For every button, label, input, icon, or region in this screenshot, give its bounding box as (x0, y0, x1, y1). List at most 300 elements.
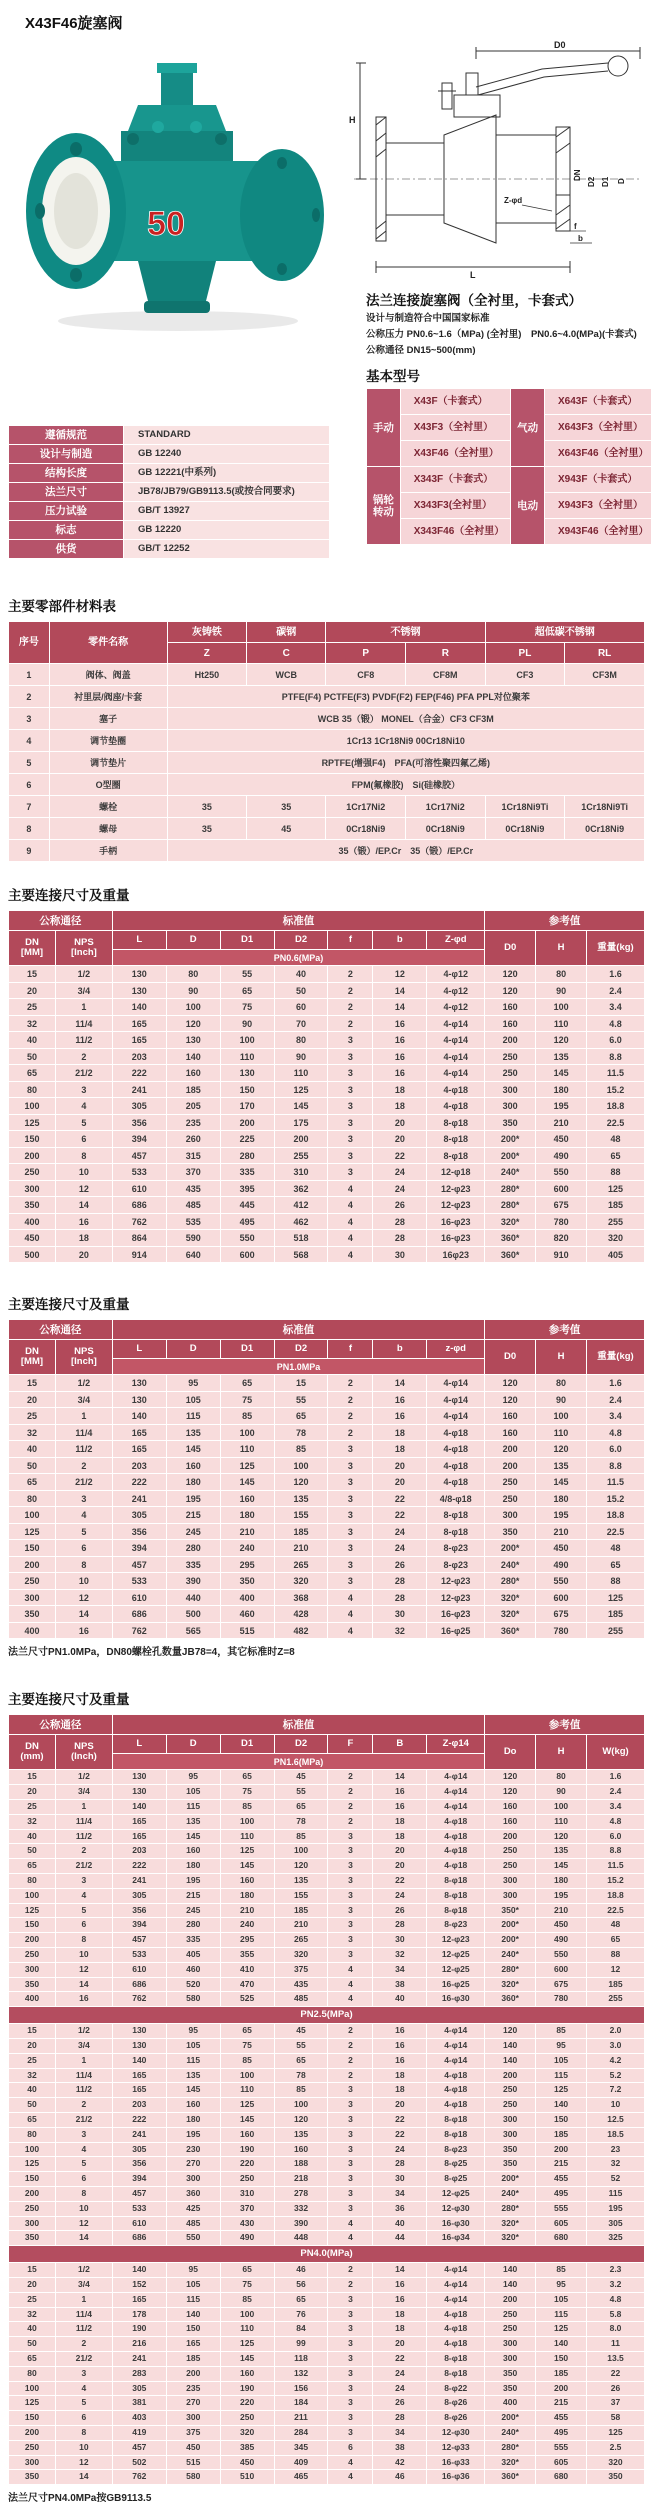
dim-cell: 4-φ18 (427, 1441, 484, 1457)
dim-cell: 580 (167, 2470, 220, 2484)
dim-cell: 18 (373, 2308, 426, 2322)
dim-cell: 3 (328, 1540, 372, 1556)
dim-cell: 1 (56, 1408, 112, 1424)
dim-cell: 75 (221, 1392, 274, 1408)
dim-cell: 4 (56, 2143, 112, 2157)
dim-cell: 140 (485, 2054, 535, 2068)
dim-cell: 360* (485, 1992, 535, 2006)
dim-cell: 280* (485, 2441, 535, 2455)
dim-cell: 195 (167, 1491, 220, 1507)
dim-cell: 2 (328, 983, 372, 999)
dim-data-row (9, 1933, 644, 1947)
dim-cell: 360* (485, 1623, 535, 1639)
spec-value-cell: GB 12221(中系列) (124, 464, 329, 482)
dim-cell: 4-φ18 (427, 1458, 484, 1474)
dim-cell: 230 (167, 2143, 220, 2157)
dim-cell: 4-φ18 (427, 1815, 484, 1829)
dim-cell: 280* (485, 1181, 535, 1197)
dim-cell: 4-φ18 (427, 2098, 484, 2112)
dim-cell: 135 (536, 1458, 586, 1474)
dim-cell: 40 (9, 2322, 55, 2336)
material-no-cell: 8 (9, 818, 49, 839)
dim-cell: 28 (373, 1573, 426, 1589)
dim-cell: 216 (113, 2337, 166, 2351)
dim-cell: 150 (9, 1540, 55, 1556)
dim-cell: 190 (221, 2382, 274, 2396)
dim-cell: 350 (485, 2143, 535, 2157)
dim-cell: 375 (167, 2426, 220, 2440)
dim-cell: 178 (113, 2308, 166, 2322)
dim-cell: 85 (275, 2083, 328, 2097)
dim-cell: 4 (328, 2456, 372, 2470)
dim-cell: 65 (275, 1800, 328, 1814)
model-item-cell: X43F46（全衬里） (401, 441, 511, 466)
dim-cell: 140 (113, 999, 166, 1015)
dim-cell: 355 (221, 1948, 274, 1962)
dim-cell: 3 (328, 2396, 372, 2410)
dim-cell: 5 (56, 1904, 112, 1918)
dim-cell: 300 (167, 2411, 220, 2425)
dim-cell: 140 (113, 1800, 166, 1814)
dim-cell: 320* (485, 1978, 535, 1992)
dim-cell: 4-φ18 (427, 1474, 484, 1490)
dim-cell: 22 (373, 1491, 426, 1507)
dim-cell: 8.8 (587, 1844, 644, 1858)
dim-cell: 356 (113, 2157, 166, 2171)
dim-cell: 300 (485, 2113, 535, 2127)
material-span-cell: 35（锻）/EP.Cr 35（锻）/EP.Cr (168, 840, 644, 861)
dim-cell: 18.5 (587, 2128, 644, 2142)
dim-cell: 200* (485, 1918, 535, 1932)
dim-cell: 210 (221, 1524, 274, 1540)
dim-data-row (9, 1540, 644, 1556)
dim-cell: 165 (167, 2337, 220, 2351)
spec-row (9, 464, 329, 482)
dim-cell: 115 (167, 2293, 220, 2307)
dim-cell: 135 (167, 2069, 220, 2083)
dim-cell: 155 (275, 1889, 328, 1903)
col-header: W(kg) (587, 1735, 644, 1769)
dim-cell: 1 (56, 2293, 112, 2307)
dim-data-row (9, 2128, 644, 2142)
dim-cell: 65 (221, 2024, 274, 2038)
dim-cell: 200 (485, 2293, 535, 2307)
dim-cell: 278 (275, 2187, 328, 2201)
valve-body-bottom (138, 261, 216, 301)
dim-cell: 80 (9, 2367, 55, 2381)
dim-cell: 65 (587, 1933, 644, 1947)
dim-cell: 450 (9, 1230, 55, 1246)
dim-cell: 320* (485, 1214, 535, 1230)
dim-data-row (9, 2382, 644, 2396)
dim-cell: 135 (275, 1491, 328, 1507)
dim-cell: 160 (485, 1016, 535, 1032)
dim-cell: 150 (9, 1131, 55, 1147)
dim-cell: 2 (328, 2069, 372, 2083)
valve-bonnet (128, 105, 226, 131)
dim-cell: 11/4 (56, 1815, 112, 1829)
dim-cell: 24 (373, 1889, 426, 1903)
dim-cell: 200 (485, 1032, 535, 1048)
dim-cell: 300 (167, 2172, 220, 2186)
dim-col-row (9, 931, 644, 949)
dim-cell: 4 (328, 1247, 372, 1263)
dim-cell: 250 (9, 1164, 55, 1180)
dim-cell: 533 (113, 1164, 166, 1180)
dim-cell: 2 (328, 999, 372, 1015)
dim-cell: 90 (275, 1049, 328, 1065)
dim-data-row (9, 1181, 644, 1197)
dim-cell: 95 (167, 1375, 220, 1391)
dim-cell: 88 (587, 1573, 644, 1589)
drawing-gland-bolt (442, 83, 452, 109)
dim-cell: 56 (275, 2278, 328, 2292)
dim-cell: 140 (485, 2278, 535, 2292)
dim-cell: 457 (113, 1557, 166, 1573)
dim-data-row (9, 2039, 644, 2053)
dim-cell: 241 (113, 2352, 166, 2366)
dim-cell: 11/2 (56, 1441, 112, 1457)
dim-cell: 460 (221, 1606, 274, 1622)
dim-cell: 12-φ23 (427, 1573, 484, 1589)
dim-cell: 3 (328, 1065, 372, 1081)
group-header-ref: 参考值 (485, 1715, 644, 1734)
dim-cell: 22.5 (587, 1904, 644, 1918)
dim-cell: 95 (536, 2278, 586, 2292)
intro-line-3: 公称通径 DN15~500(mm) (366, 344, 476, 356)
dim-cell: 250 (485, 1859, 535, 1873)
dim-cell: 430 (221, 2217, 274, 2231)
dim-data-row (9, 1032, 644, 1048)
dim-cell: 130 (113, 1770, 166, 1784)
dim-cell: 8 (56, 1148, 112, 1164)
dim-cell: 8-φ18 (427, 2367, 484, 2381)
material-no-cell: 9 (9, 840, 49, 861)
dim-header (9, 1715, 644, 1769)
dim-cell: 16 (373, 1016, 426, 1032)
col-header: Do (485, 1735, 535, 1769)
dim-cell: 350 (9, 1606, 55, 1622)
dim-cell: 350 (587, 2470, 644, 2484)
dim-cell: 16 (56, 1992, 112, 2006)
dim-cell: 110 (221, 2083, 274, 2097)
dim-cell: 16 (373, 1785, 426, 1799)
dim-cell: 600 (536, 1590, 586, 1606)
dim-cell: 440 (167, 1590, 220, 1606)
dim-cell: 26 (373, 1904, 426, 1918)
dim-cell: 280 (221, 1148, 274, 1164)
dim-cell: 120 (536, 1441, 586, 1457)
bolt-icon (215, 133, 227, 145)
materials-row (9, 730, 644, 751)
dim-cell: 16-φ23 (427, 1230, 484, 1246)
flange-hole-icon (277, 157, 287, 169)
dim-cell: 7.2 (587, 2083, 644, 2097)
dim-cell: 390 (275, 2217, 328, 2231)
dim-cell: 4-φ18 (427, 2308, 484, 2322)
dim-cell: 24 (373, 1524, 426, 1540)
dim-cell: 14 (56, 1606, 112, 1622)
dim-cell: 22.5 (587, 1115, 644, 1131)
dim-cell: 160 (485, 1815, 535, 1829)
dim-col-row (9, 1340, 644, 1358)
dim-cell: 180 (536, 1082, 586, 1098)
dim-cell: 368 (275, 1590, 328, 1606)
dim-label-d1: D1 (601, 176, 610, 187)
dim-cell: 350 (485, 1115, 535, 1131)
dim-cell: 3 (328, 2098, 372, 2112)
material-cell: 0Cr18Ni9 (565, 818, 644, 839)
dim-table-pn16-25-40 (8, 1714, 645, 2485)
material-cell: 1Cr17Ni2 (326, 796, 405, 817)
dim-cell: 210 (221, 1904, 274, 1918)
dim-cell: 265 (275, 1557, 328, 1573)
dim-cell: 370 (167, 1164, 220, 1180)
intro-line-2: 公称压力 PN0.6~1.6（MPa) (全衬里) PN0.6~4.0(MPa)(卡套式) (366, 328, 637, 340)
dim-cell: 555 (536, 2202, 586, 2216)
dim-cell: 135 (536, 1049, 586, 1065)
dim-cell: 195 (536, 1889, 586, 1903)
dim-cell: 140 (485, 2263, 535, 2277)
dim-cell: 220 (221, 2157, 274, 2171)
dim-cell: 85 (536, 2263, 586, 2277)
dim-cell: 20 (373, 1115, 426, 1131)
dim-cell: 5.8 (587, 2308, 644, 2322)
dim-cell: 44 (373, 2231, 426, 2245)
dim-cell: 350 (485, 2157, 535, 2171)
dim-cell: 95 (167, 1770, 220, 1784)
dim-cell: 160 (485, 1408, 535, 1424)
dim-cell: 80 (9, 1874, 55, 1888)
dim-cell: 375 (275, 1963, 328, 1977)
dim-cell: 300 (9, 1181, 55, 1197)
spec-value-cell: STANDARD (124, 426, 329, 444)
dim-cell: 2.4 (587, 1785, 644, 1799)
dim-cell: 3.2 (587, 2278, 644, 2292)
col-header: Z-φd (427, 931, 484, 949)
col-header: b (373, 931, 426, 949)
dim-cell: 2 (56, 1844, 112, 1858)
dim-cell: 3 (328, 2172, 372, 2186)
dim-cell: 8-φ26 (427, 2411, 484, 2425)
dim-cell: 160 (167, 1844, 220, 1858)
dim-cell: 16 (373, 2293, 426, 2307)
dim-cell: 525 (221, 1992, 274, 2006)
dim-cell: 16 (373, 2054, 426, 2068)
dim-cell: 100 (275, 2098, 328, 2112)
dim-cell: 184 (275, 2396, 328, 2410)
dim-data-row (9, 2054, 644, 2068)
dim-cell: 200 (536, 2143, 586, 2157)
dim-cell: 18 (56, 1230, 112, 1246)
dim-cell: 5 (56, 1524, 112, 1540)
dim-data-row (9, 966, 644, 982)
dim2-title: 主要连接尺寸及重量 (8, 1297, 130, 1313)
dim-cell: 115 (536, 2308, 586, 2322)
dim-cell: 25 (9, 999, 55, 1015)
dim-cell: 65 (221, 1770, 274, 1784)
material-cell: 35 (168, 796, 246, 817)
group-header-std: 标准值 (113, 1320, 484, 1339)
dim-cell: 130 (221, 1065, 274, 1081)
dim-cell: 90 (536, 1392, 586, 1408)
dim-cell: 28 (373, 1230, 426, 1246)
dim-cell: 145 (167, 2083, 220, 2097)
dim-cell: 65 (221, 2263, 274, 2277)
dim-cell: 15.2 (587, 1082, 644, 1098)
dim-cell: 130 (113, 1785, 166, 1799)
dim-cell: 332 (275, 2202, 328, 2216)
dim-cell: 4 (328, 1181, 372, 1197)
dim-cell: 2 (328, 2039, 372, 2053)
dim-cell: 3 (328, 2367, 372, 2381)
dim-cell: 100 (536, 1800, 586, 1814)
dim-cell: 356 (113, 1115, 166, 1131)
dim-cell: 6 (56, 1540, 112, 1556)
dim-data-row (9, 1590, 644, 1606)
dim-data-row (9, 1507, 644, 1523)
dim-cell: 255 (275, 1148, 328, 1164)
dim-data-row (9, 2308, 644, 2322)
dim-cell: 190 (113, 2322, 166, 2336)
dim-cell: 125 (275, 1082, 328, 1098)
dim-cell: 412 (275, 1197, 328, 1213)
dim-cell: 1 (56, 1800, 112, 1814)
dim-cell: 125 (9, 1524, 55, 1540)
dim-cell: 360* (485, 2470, 535, 2484)
dim-cell: 11/2 (56, 1032, 112, 1048)
dim-cell: 820 (536, 1230, 586, 1246)
dim-cell: 15 (275, 1375, 328, 1391)
dim-cell: 15.2 (587, 1874, 644, 1888)
dim-cell: 125 (9, 1904, 55, 1918)
dim-cell: 520 (167, 1978, 220, 1992)
dim-cell: 165 (113, 2069, 166, 2083)
dim-data-row (9, 1623, 644, 1639)
dim-cell: 2.4 (587, 983, 644, 999)
col-header: D2 (275, 1340, 328, 1358)
dim-cell: 675 (536, 1978, 586, 1992)
dim-cell: 30 (373, 2172, 426, 2186)
material-no-cell: 1 (9, 664, 49, 685)
dim-cell: 150 (167, 2322, 220, 2336)
valve-drawing (346, 39, 648, 281)
dim-cell: 914 (113, 1247, 166, 1263)
dim-data-row (9, 2157, 644, 2171)
dim-cell: 185 (536, 2128, 586, 2142)
dim-cell: 215 (536, 2396, 586, 2410)
dim-cell: 686 (113, 1197, 166, 1213)
dim-cell: 3 (328, 2293, 372, 2307)
dim-cell: 11/2 (56, 2083, 112, 2097)
dim-cell: 605 (536, 2456, 586, 2470)
dim-cell: 450 (536, 1540, 586, 1556)
dim-cell: 4-φ12 (427, 966, 484, 982)
dim-cell: 22 (373, 1507, 426, 1523)
dim-cell: 3 (328, 1948, 372, 1962)
dim-cell: 65 (275, 1408, 328, 1424)
dim-cell: 65 (9, 1065, 55, 1081)
dim-cell: 320 (587, 2456, 644, 2470)
dim-cell: 335 (167, 1933, 220, 1947)
dim-cell: 46 (275, 2263, 328, 2277)
dim-data-row (9, 1098, 644, 1114)
dim-cell: 762 (113, 1214, 166, 1230)
dim-cell: 65 (275, 2054, 328, 2068)
dim-cell: 300 (9, 2217, 55, 2231)
dim-cell: 4-φ14 (427, 1770, 484, 1784)
size-marking: 50 (147, 205, 185, 243)
dim-cell: 4-φ18 (427, 2337, 484, 2351)
dim-cell: 145 (275, 1098, 328, 1114)
dim-cell: 16-φ34 (427, 2231, 484, 2245)
dim-cell: 185 (275, 1904, 328, 1918)
dim-cell: 40 (373, 1992, 426, 2006)
dim-cell: 125 (587, 2426, 644, 2440)
dim-cell: 335 (167, 1557, 220, 1573)
dim-cell: 510 (221, 2470, 274, 2484)
dim-cell: 125 (9, 1115, 55, 1131)
materials-title: 主要零部件材料表 (8, 599, 116, 615)
dim-cell: 4-φ18 (427, 2083, 484, 2097)
dim-cell: 125 (9, 2157, 55, 2171)
dim-cell: 580 (167, 1992, 220, 2006)
dim-cell: 10 (56, 1573, 112, 1589)
dim-cell: 6.0 (587, 1032, 644, 1048)
dim-cell: 1/2 (56, 2024, 112, 2038)
dim-cell: 165 (113, 1016, 166, 1032)
dim-cell: 3 (328, 1904, 372, 1918)
dim-cell: 4 (56, 1098, 112, 1114)
dim-data-row (9, 2069, 644, 2083)
dim-cell: 460 (167, 1963, 220, 1977)
dim-cell: 52 (587, 2172, 644, 2186)
dim-cell: 535 (167, 1214, 220, 1230)
dim-cell: 125 (221, 2098, 274, 2112)
intro-line-1: 设计与制造符合中国国家标准 (366, 313, 490, 324)
dim-cell: 12 (56, 2456, 112, 2470)
dim-cell: 180 (221, 1889, 274, 1903)
material-name-cell: 调节垫圈 (50, 730, 167, 751)
dim-cell: 4-φ18 (427, 1844, 484, 1858)
dim-cell: 20 (9, 2039, 55, 2053)
dim-data-row (9, 1375, 644, 1391)
dim-cell: 2.4 (587, 1392, 644, 1408)
dim-cell: 305 (113, 2143, 166, 2157)
dim-cell: 394 (113, 2172, 166, 2186)
dim-cell: 686 (113, 1606, 166, 1622)
pn-band-row (9, 2007, 644, 2023)
dim-cell: 26 (373, 1557, 426, 1573)
dim-cell: 203 (113, 1458, 166, 1474)
pn-band: PN2.5(MPa) (9, 2007, 644, 2023)
dim-cell: 65 (9, 2113, 55, 2127)
dim-cell: 550 (167, 2231, 220, 2245)
dim-cell: 115 (167, 1408, 220, 1424)
dim-cell: 55 (275, 1392, 328, 1408)
dim-cell: 4 (56, 1889, 112, 1903)
dim-cell: 140 (113, 2054, 166, 2068)
dim-cell: 120 (485, 1770, 535, 1784)
dim-cell: 11/4 (56, 1425, 112, 1441)
dim-cell: 250 (485, 2308, 535, 2322)
dim-cell: 170 (221, 1098, 274, 1114)
dim-cell: 18.8 (587, 1889, 644, 1903)
dim-cell: 8-φ23 (427, 2143, 484, 2157)
dim-cell: 3 (328, 1859, 372, 1873)
dim-cell: 8-φ18 (427, 1874, 484, 1888)
dim-cell: 110 (275, 1065, 328, 1081)
